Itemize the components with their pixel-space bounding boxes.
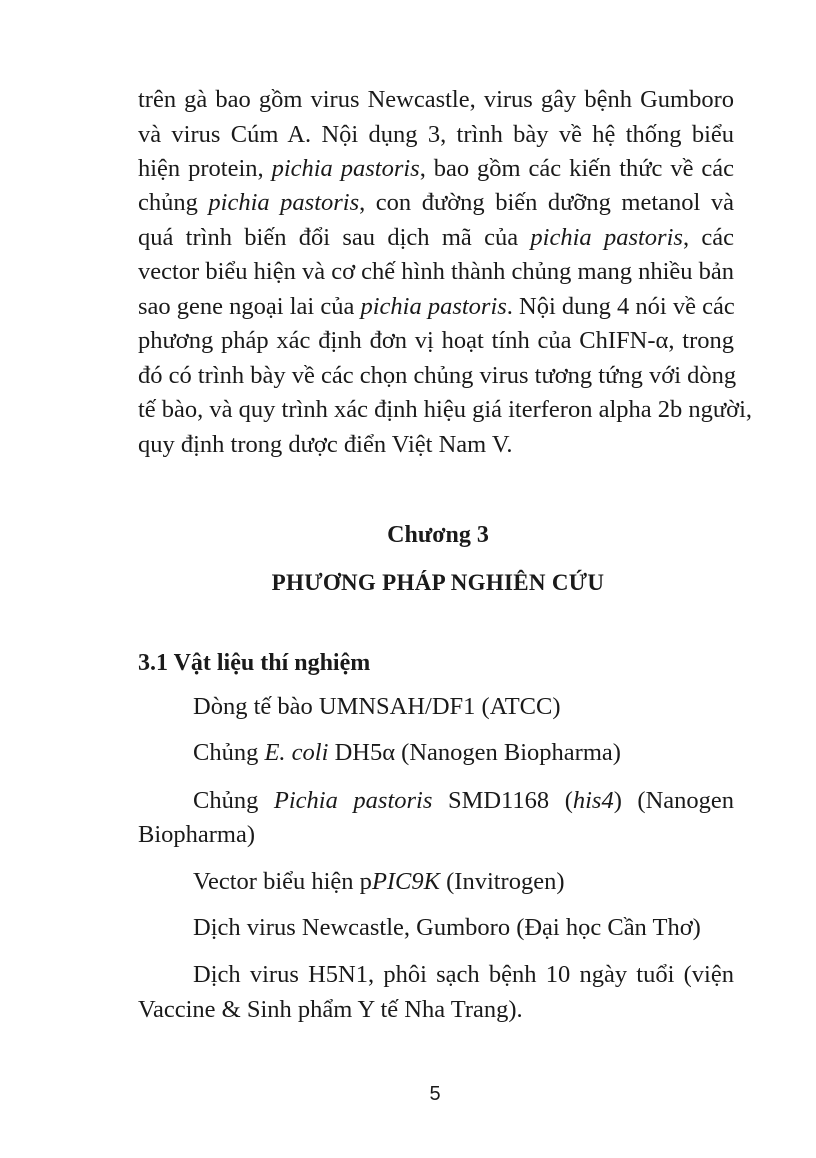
intro-line-6: vector biểu hiện và cơ chế hình thành chủng mang nhiều bản: [138, 258, 735, 285]
chapter-title: PHƯƠNG PHÁP NGHIÊN CỨU: [271, 570, 605, 595]
material-line-6-cont: Vaccine & Sinh phẩm Y tế Nha Trang).: [138, 996, 523, 1023]
gene-name: his4: [572, 787, 614, 814]
intro-line-3: [138, 152, 734, 186]
text-span: (Invitrogen): [440, 868, 565, 895]
intro-line-11: quy định trong dược điển Việt Nam V.: [138, 431, 513, 458]
page-number: 5: [429, 1083, 441, 1105]
intro-line-7: [138, 290, 734, 324]
text-span: hiện protein,: [138, 155, 272, 182]
chapter-number: Chương 3: [387, 522, 489, 548]
intro-line-8: phương pháp xác định đơn vị hoạt tính của ChIFN-α, trong: [138, 327, 734, 354]
species-name: E. coli: [264, 739, 329, 766]
text-span: DH5α (Nanogen Biopharma): [328, 739, 621, 766]
intro-line-2: và virus Cúm A. Nội dụng 3, trình bày về hệ thống biểu: [138, 121, 734, 148]
text-span: , bao gồm các kiến thức về các: [419, 155, 734, 182]
text-span: SMD1168 (: [432, 787, 573, 814]
material-line-4: [193, 865, 734, 899]
species-name: pichia pastoris: [271, 155, 420, 182]
material-line-2: [193, 736, 734, 770]
text-span: , con đường biến dưỡng metanol và: [359, 189, 734, 216]
species-name: pichia pastoris: [530, 224, 683, 251]
material-line-5: Dịch virus Newcastle, Gumboro (Đại học Cần Thơ): [193, 914, 701, 941]
species-name: pichia pastoris: [208, 189, 360, 216]
intro-line-4: [138, 186, 734, 220]
material-line-3-cont: Biopharma): [138, 821, 256, 848]
text-span: sao gene ngoại lai của: [138, 293, 361, 320]
section-heading: 3.1 Vật liệu thí nghiệm: [138, 650, 371, 676]
species-name: Pichia pastoris: [273, 787, 433, 814]
text-span: Chủng: [193, 739, 265, 766]
material-line-1: Dòng tế bào UMNSAH/DF1 (ATCC): [193, 693, 561, 720]
text-span: , các: [682, 224, 734, 251]
material-line-3: [193, 784, 734, 818]
intro-line-9: đó có trình bày về các chọn chủng virus tương tứng với dòng: [138, 362, 737, 389]
text-span: quá trình biến đổi sau dịch mã của: [138, 224, 531, 251]
intro-line-5: [138, 221, 734, 255]
species-name: pichia pastoris: [360, 293, 507, 320]
material-line-6: Dịch virus H5N1, phôi sạch bệnh 10 ngày tuổi (viện: [193, 961, 734, 988]
text-span: ) (Nanogen: [613, 787, 735, 814]
text-span: . Nội dung 4 nói về các: [506, 293, 735, 320]
text-span: Chủng: [193, 787, 274, 814]
intro-line-1: trên gà bao gồm virus Newcastle, virus gây bệnh Gumboro: [138, 86, 734, 113]
text-span: Vector biểu hiện p: [193, 868, 372, 895]
text-span: chủng: [138, 189, 209, 216]
vector-name: PIC9K: [371, 868, 440, 895]
intro-line-10: tế bào, và quy trình xác định hiệu giá iterferon alpha 2b người,: [138, 396, 753, 423]
